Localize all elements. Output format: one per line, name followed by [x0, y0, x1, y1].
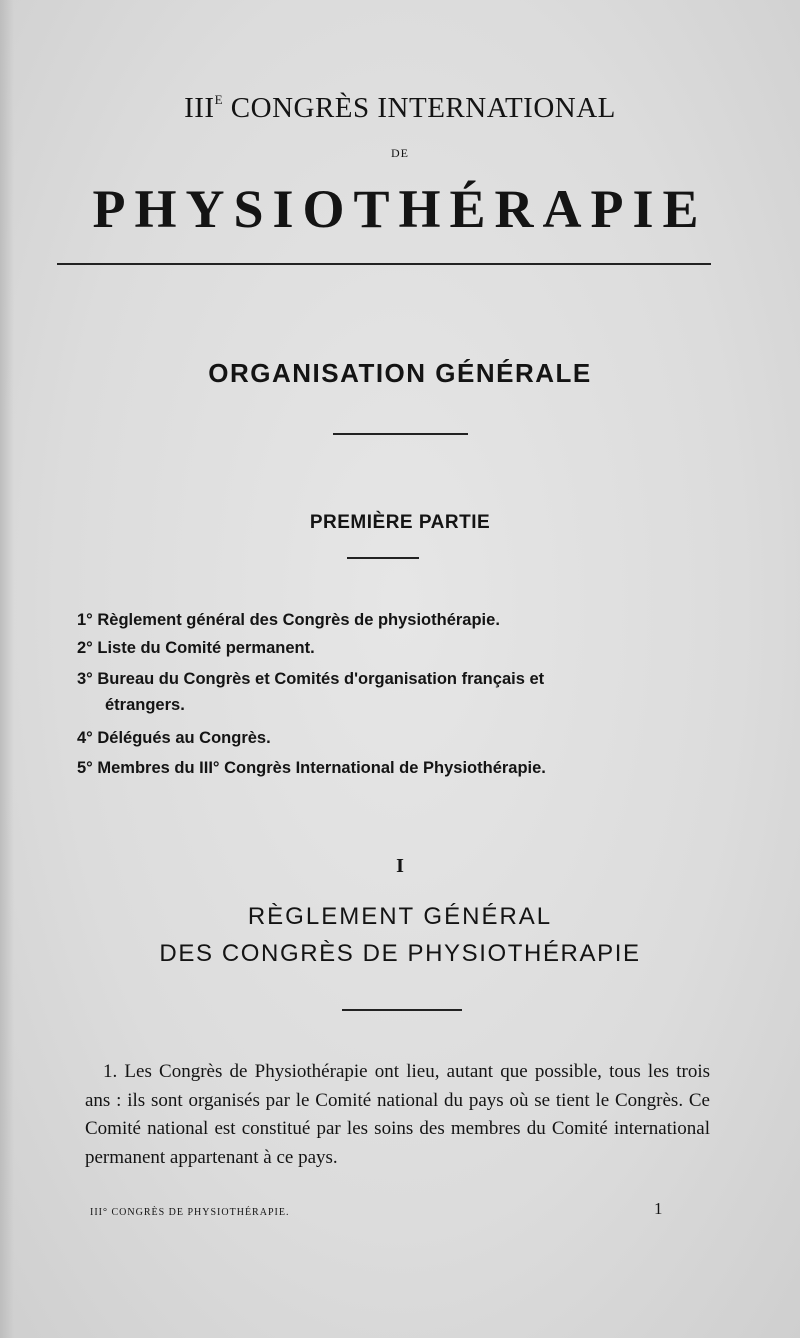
section-divider: [342, 1009, 462, 1011]
toc-item-continuation: étrangers.: [105, 696, 185, 714]
section-title-line2: DES CONGRÈS DE PHYSIOTHÉRAPIE: [159, 940, 641, 967]
toc-item-number: 1°: [77, 611, 93, 629]
toc-item: [77, 755, 710, 781]
congress-ordinal-suffix: E: [214, 92, 224, 108]
toc-item-text: Membres du III° Congrès International de Physiothérapie.: [97, 759, 546, 777]
toc-item-text: Délégués au Congrès.: [97, 729, 271, 747]
toc-item: [77, 725, 710, 751]
title-divider: [57, 263, 711, 265]
page-number: 1: [654, 1199, 663, 1218]
organisation-heading: ORGANISATION GÉNÉRALE: [208, 358, 592, 388]
congress-name: CONGRÈS INTERNATIONAL: [230, 92, 616, 124]
section-title-line1: RÈGLEMENT GÉNÉRAL: [247, 903, 553, 930]
main-title: PHYSIOTHÉRAPIE: [92, 179, 708, 239]
toc-item-number: 3°: [77, 670, 93, 688]
toc-item-text: Liste du Comité permanent.: [97, 639, 315, 657]
toc-item-number: 5°: [77, 759, 93, 777]
article-text: 1. Les Congrès de Physiothérapie ont lieu, autant que possible, tous les trois ans : ils sont organisés par le Comité national du pays où se tient le Congrès. Ce Comité national est constitué par les soins des membres du Comité international permanent appartenant à ce pays.: [85, 1061, 710, 1168]
part-heading: PREMIÈRE PARTIE: [309, 512, 491, 533]
article-paragraph: [85, 1058, 710, 1172]
section-number: I: [396, 855, 404, 877]
toc-item: [77, 666, 710, 692]
organisation-divider: [333, 433, 468, 435]
title-de: DE: [391, 146, 409, 160]
toc-item: [77, 607, 710, 633]
toc-item-number: 4°: [77, 729, 93, 747]
toc-item-number: 2°: [77, 639, 93, 657]
footer-running-title: III° CONGRÈS DE PHYSIOTHÉRAPIE.: [90, 1207, 290, 1218]
part-divider: [347, 557, 419, 559]
toc-item-text: Règlement général des Congrès de physiothérapie.: [97, 611, 500, 629]
congress-ordinal: III: [184, 92, 215, 124]
toc-item-text: Bureau du Congrès et Comités d'organisation français et: [97, 670, 545, 688]
congress-title: [0, 92, 800, 125]
toc-item: [77, 635, 710, 661]
